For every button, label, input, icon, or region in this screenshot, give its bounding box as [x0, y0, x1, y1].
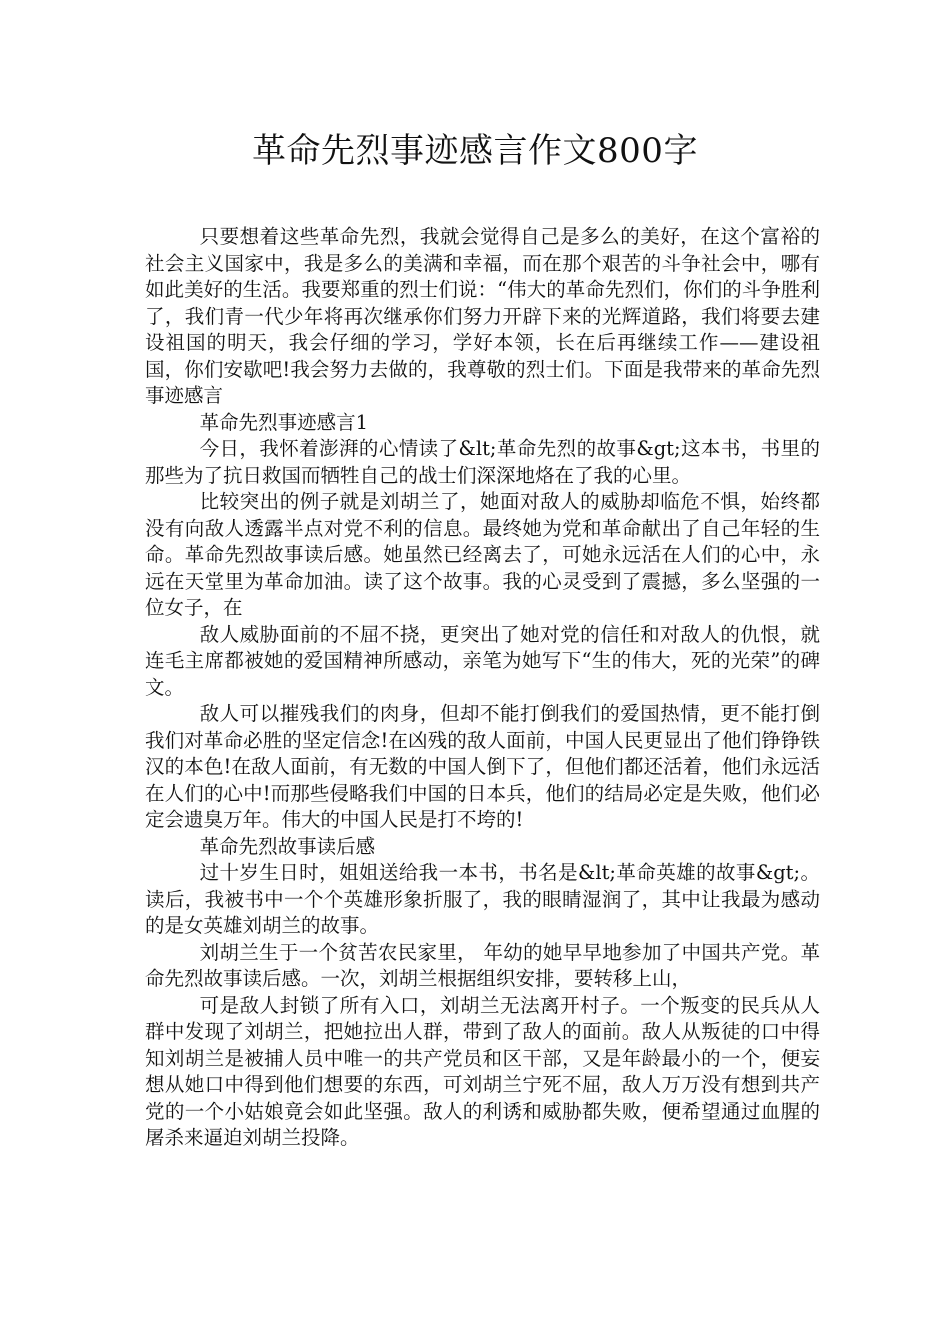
- paragraph: 刘胡兰生于一个贫苦农民家里， 年幼的她早早地参加了中国共产党。革命先烈故事读后感。一次，刘胡兰根据组织安排，要转移上山，: [145, 940, 820, 990]
- document-title: 革命先烈事迹感言作文800字: [252, 131, 698, 171]
- paragraph: 比较突出的例子就是刘胡兰了，她面对敌人的威胁却临危不惧，始终都没有向敌人透露半点对党不利的信息。最终她为党和革命献出了自己年轻的生命。革命先烈故事读后感。她虽然已经离去了，可她永远活在人们的心中，永远在天堂里为革命加油。读了这个故事。我的心灵受到了震撼，多么坚强的一位女子，在: [145, 490, 820, 619]
- paragraph: 敌人可以摧残我们的肉身，但却不能打倒我们的爱国热情，更不能打倒我们对革命必胜的坚定信念!在凶残的敌人面前，中国人民更显出了他们铮铮铁汉的本色!在敌人面前，有无数的中国人倒下了，但他们都还活着，他们永远活在人们的心中!而那些侵略我们中国的日本兵，他们的结局必定是失败，他们必定会遗臭万年。伟大的中国人民是打不垮的!: [145, 702, 820, 831]
- section-heading-2: 革命先烈故事读后感: [199, 834, 376, 858]
- paragraph: 可是敌人封锁了所有入口，刘胡兰无法离开村子。一个叛变的民兵从人群中发现了刘胡兰，把她拉出人群，带到了敌人的面前。敌人从叛徒的口中得知刘胡兰是被捕人员中唯一的共产党员和区干部，又是年龄最小的一个，便妄想从她口中得到他们想要的东西，可刘胡兰宁死不屈，敌人万万没有想到共产党的一个小姑娘竟会如此坚强。敌人的利诱和威胁都失败，便希望通过血腥的屠杀来逼迫刘胡兰投降。: [145, 993, 820, 1149]
- paragraph: 过十岁生日时，姐姐送给我一本书，书名是&lt;革命英雄的故事&gt;。读后，我被书中一个个英雄形象折服了，我的眼睛湿润了，其中让我最为感动的是女英雄刘胡兰的故事。: [145, 861, 820, 937]
- paragraph: 敌人威胁面前的不屈不挠，更突出了她对党的信任和对敌人的仇恨，就连毛主席都被她的爱国精神所感动，亲笔为她写下“生的伟大，死的光荣”的碑文。: [145, 622, 820, 699]
- paragraph-intro: 只要想着这些革命先烈，我就会觉得自己是多么的美好，在这个富裕的社会主义国家中，我是多么的美满和幸福，而在那个艰苦的斗争社会中，哪有如此美好的生活。我要郑重的烈士们说：“伟大的革命先烈们，你们的斗争胜利了，我们青一代少年将再次继承你们努力开辟下来的光辉道路，我们将要去建设祖国的明天，我会仔细的学习，学好本领，长在后再继续工作——建设祖国，你们安歇吧!我会努力去做的，我尊敬的烈士们。下面是我带来的革命先烈事迹感言: [145, 225, 820, 407]
- document-body: [145, 224, 820, 1152]
- section-heading-1: 革命先烈事迹感言1: [199, 410, 369, 434]
- paragraph: 今日，我怀着澎湃的心情读了&lt;革命先烈的故事&gt;这本书，书里的那些为了抗日救国而牺牲自己的战士们深深地烙在了我的心里。: [145, 437, 820, 487]
